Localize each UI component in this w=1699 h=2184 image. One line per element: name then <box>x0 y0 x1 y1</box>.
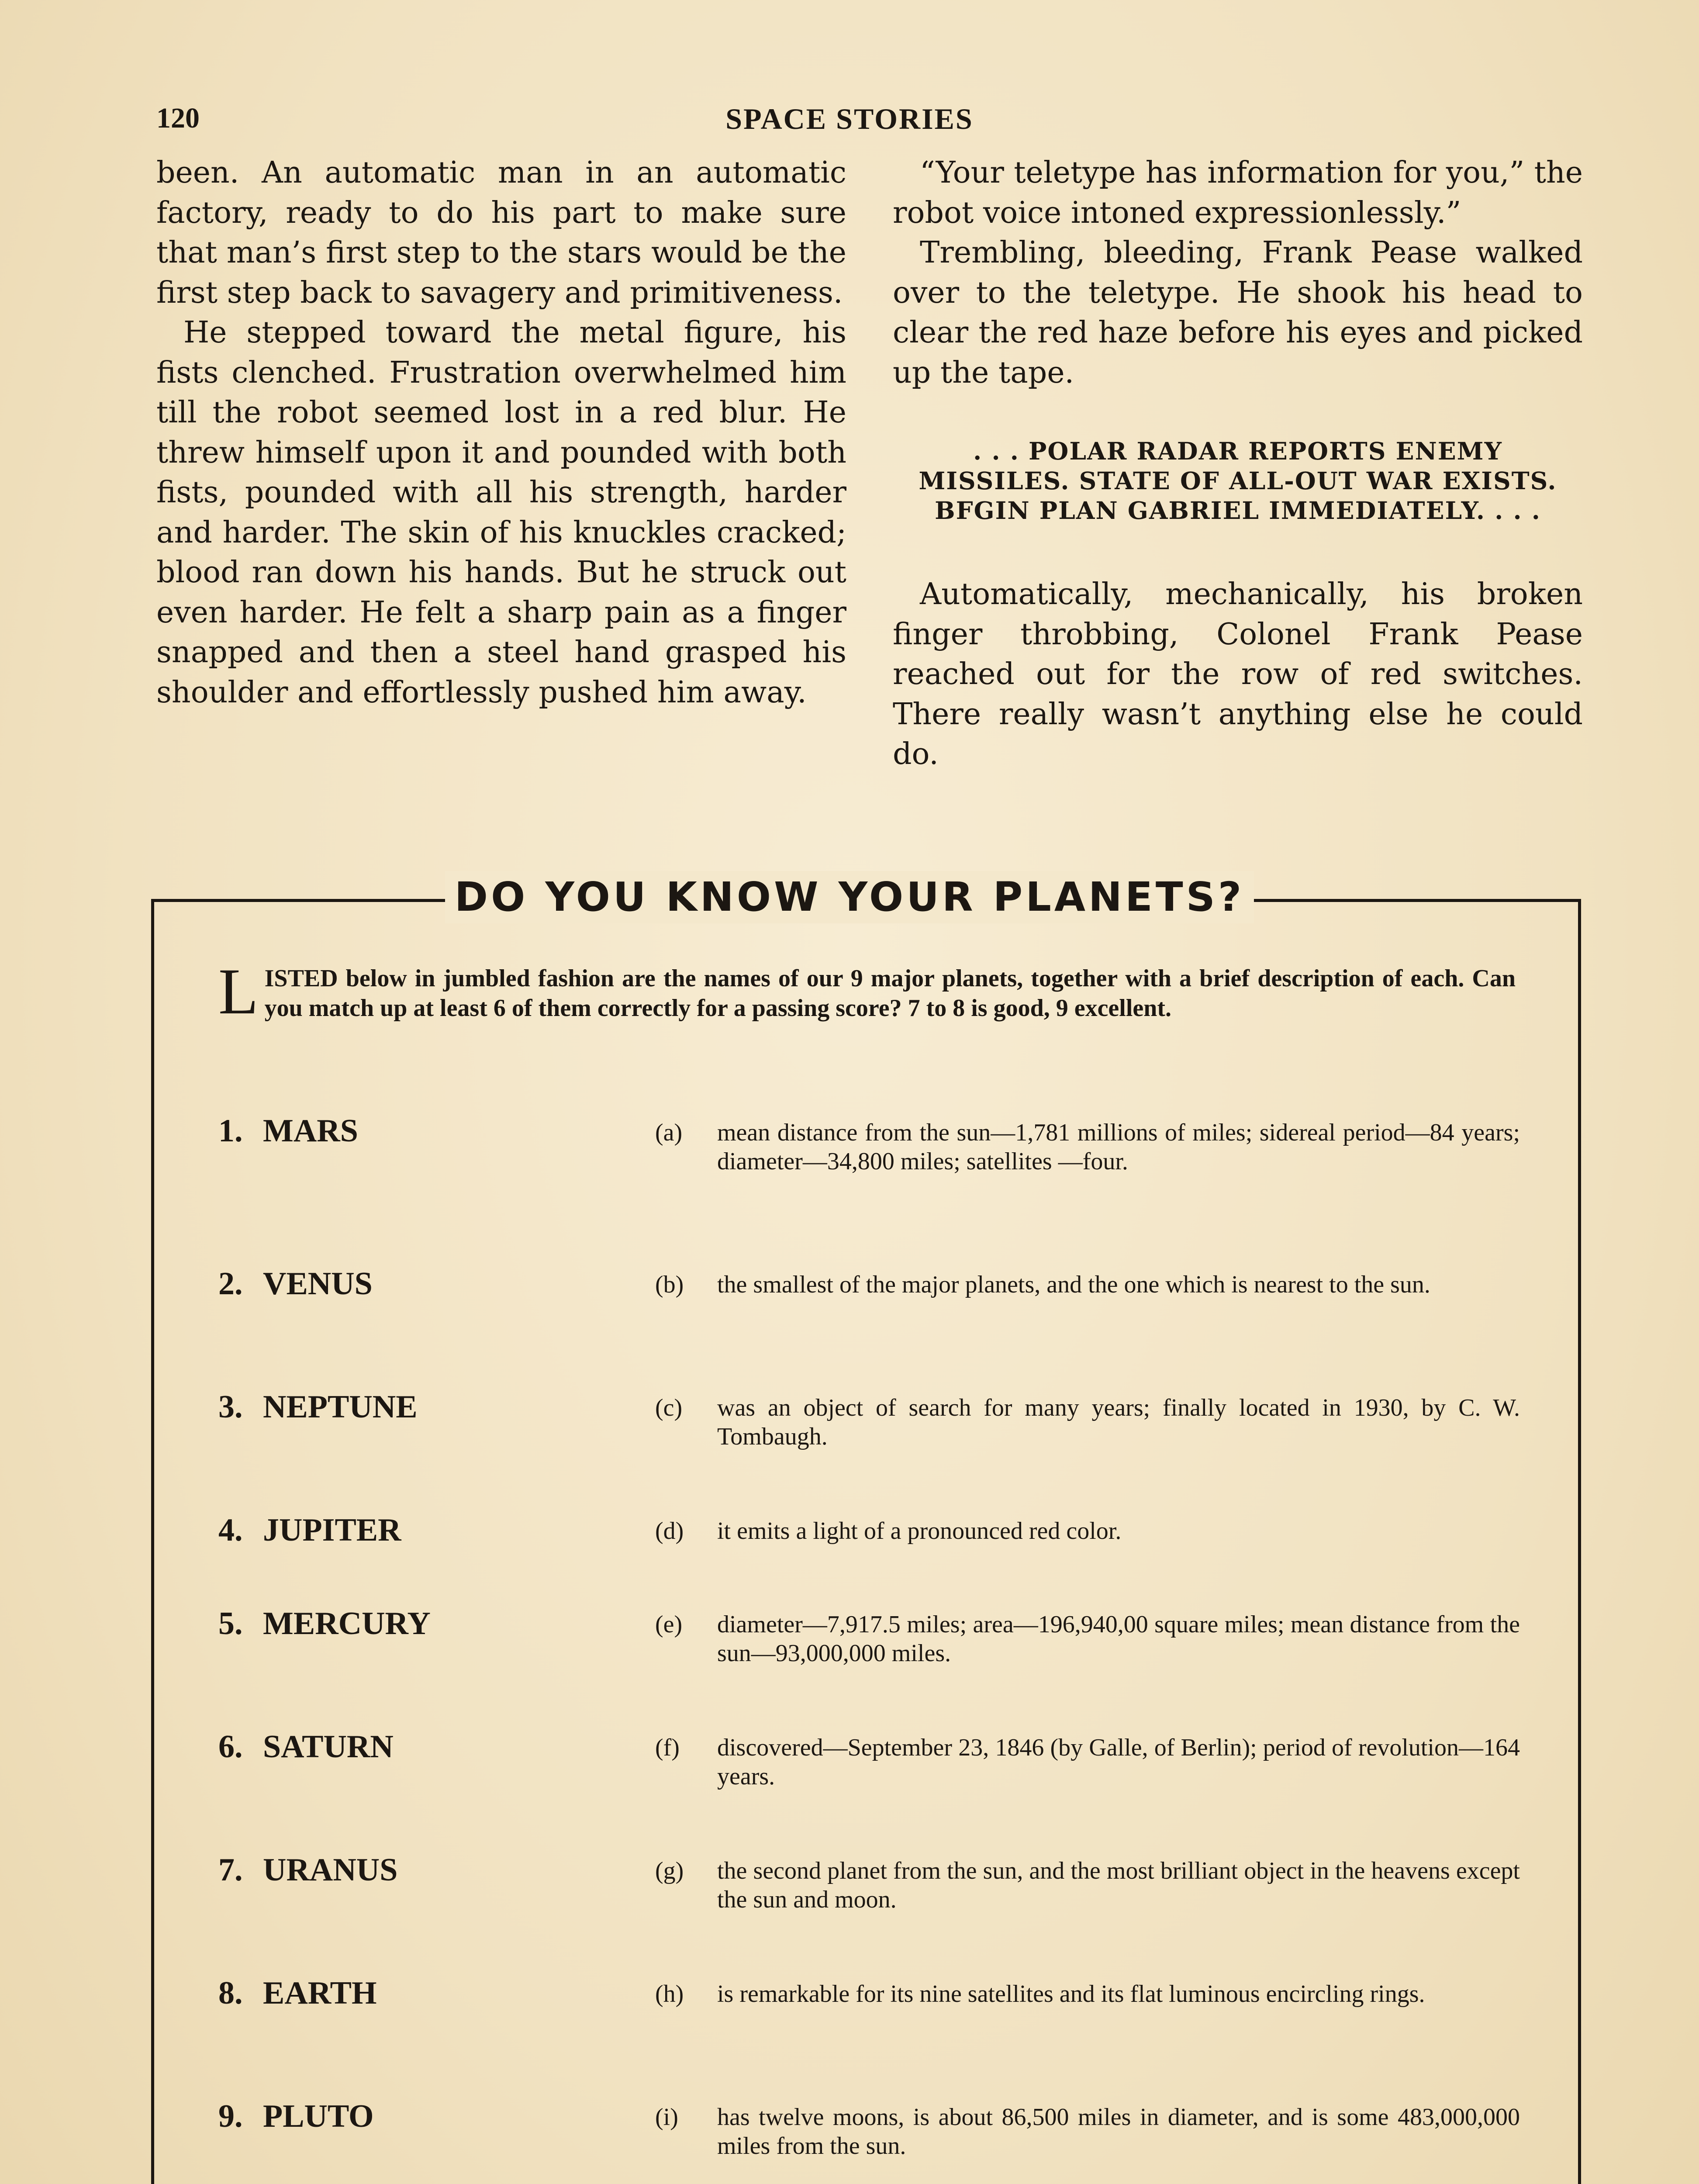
page-number: 120 <box>156 102 200 134</box>
running-head: SPACE STORIES <box>725 102 974 135</box>
planet-item <box>218 1268 373 1300</box>
clue-text: the smallest of the major planets, and the one which is nearest to the sun. <box>717 1271 1430 1298</box>
clue-text: mean distance from the sun—1,781 millions of miles; sidereal period—84 years; diameter—34,800 miles; satellites —four. <box>717 1119 1520 1175</box>
clue-letter: (f) <box>655 1734 680 1761</box>
clue-item <box>655 1856 1520 1914</box>
clue-text: the second planet from the sun, and the most brilliant object in the heavens except the sun and moon. <box>717 1857 1520 1913</box>
planet-number: 8. <box>218 1975 243 2011</box>
clue-text: discovered—September 23, 1846 (by Galle, of Berlin); period of revolution—164 years. <box>717 1734 1520 1790</box>
quiz-intro <box>218 955 1516 1028</box>
planet-name: VENUS <box>263 1266 373 1302</box>
clue-text: it emits a light of a pronounced red color. <box>717 1517 1122 1545</box>
clue-letter: (h) <box>655 1980 684 2008</box>
planet-number: 2. <box>218 1266 243 1302</box>
clue-item <box>655 1118 1520 1176</box>
clue-letter: (c) <box>655 1394 683 1421</box>
clue-item <box>655 1610 1520 1668</box>
clue-item <box>655 1517 1520 1545</box>
planet-number: 6. <box>218 1729 243 1765</box>
clue-item <box>655 1270 1520 1299</box>
planet-name: MARS <box>263 1113 358 1149</box>
planet-number: 7. <box>218 1852 243 1888</box>
quiz-intro-text: ISTED below in jumbled fashion are the names of our 9 major planets, together with a brief description of each. Can you match up at least 6 of them correctly for a passing score? 7 to 8 is good, 9 excellent. <box>264 965 1516 1022</box>
planet-number: 5. <box>218 1606 243 1641</box>
story-paragraph: been. An automatic man in an automatic factory, ready to do his part to make sure that man’s first step to the stars would be the first step back to savagery and primitiveness. <box>156 156 846 310</box>
planet-number: 4. <box>218 1512 243 1548</box>
planet-name: MERCURY <box>263 1606 431 1641</box>
planet-name: JUPITER <box>263 1512 401 1548</box>
planet-name: EARTH <box>263 1975 377 2011</box>
clue-letter: (b) <box>655 1271 684 1298</box>
clue-item <box>655 1733 1520 1791</box>
clue-text: has twelve moons, is about 86,500 miles in diameter, and is some 483,000,000 miles from the sun. <box>717 2104 1520 2160</box>
story-paragraph: He stepped toward the metal figure, his fists clenched. Frustration overwhelmed him till the robot seemed lost in a red blur. He threw himself upon it and pounded with both fists, pounded with all his strength, harder and harder. The skin of his knuckles cracked; blood ran down his hands. But he struck out even harder. He felt a sharp pain as a finger snapped and then a steel hand grasped his shoulder and effortlessly pushed him away. <box>156 315 846 710</box>
clue-letter: (d) <box>655 1517 684 1545</box>
planet-name: PLUTO <box>263 2098 374 2134</box>
planet-item <box>218 2100 374 2132</box>
planet-number: 9. <box>218 2098 243 2134</box>
planet-name: NEPTUNE <box>263 1389 418 1425</box>
planet-item <box>218 1115 358 1147</box>
planet-item <box>218 1854 397 1886</box>
clue-item <box>655 1393 1520 1451</box>
planet-item <box>218 1731 394 1763</box>
clue-letter: (g) <box>655 1857 684 1884</box>
planet-item <box>218 1977 377 2009</box>
teletype-message: . . . POLAR RADAR REPORTS ENEMY MISSILES. STATE OF ALL-OUT WAR EXISTS. BFGIN PLAN GABRIEL IMMEDIATELY. . . . <box>919 437 1557 525</box>
planet-name: SATURN <box>263 1729 394 1765</box>
quiz-intro-dropcap: L <box>218 955 259 1028</box>
planet-number: 3. <box>218 1389 243 1425</box>
planet-item <box>218 1514 401 1546</box>
story-left-column <box>156 153 846 712</box>
story-paragraph: Trembling, bleeding, Frank Pease walked over to the teletype. He shook his head to clear the red haze before his eyes and picked up the tape. <box>893 235 1583 390</box>
planet-name: URANUS <box>263 1852 398 1888</box>
clue-text: diameter—7,917.5 miles; area—196,940,00 square miles; mean distance from the sun—93,000,000 miles. <box>717 1611 1520 1667</box>
clue-text: was an object of search for many years; finally located in 1930, by C. W. Tombaugh. <box>717 1394 1520 1450</box>
clue-letter: (i) <box>655 2104 678 2131</box>
quiz-title-text: DO YOU KNOW YOUR PLANETS? <box>445 871 1254 923</box>
planet-number: 1. <box>218 1113 243 1149</box>
story-closing-paragraph: Automatically, mechanically, his broken finger throbbing, Colonel Frank Pease reached out for the row of red switches. There really wasn’t anything else he could do. <box>893 577 1583 771</box>
planet-item <box>218 1607 431 1640</box>
clue-item <box>655 1980 1520 2008</box>
story-paragraph: “Your teletype has information for you,” the robot voice intoned expressionlessly.” <box>893 156 1583 230</box>
clue-letter: (e) <box>655 1611 683 1638</box>
story-right-column <box>893 153 1583 774</box>
clue-text: is remarkable for its nine satellites and its flat luminous encircling rings. <box>717 1980 1425 2008</box>
clue-letter: (a) <box>655 1119 683 1146</box>
clue-item <box>655 2103 1520 2160</box>
planet-item <box>218 1391 418 1423</box>
